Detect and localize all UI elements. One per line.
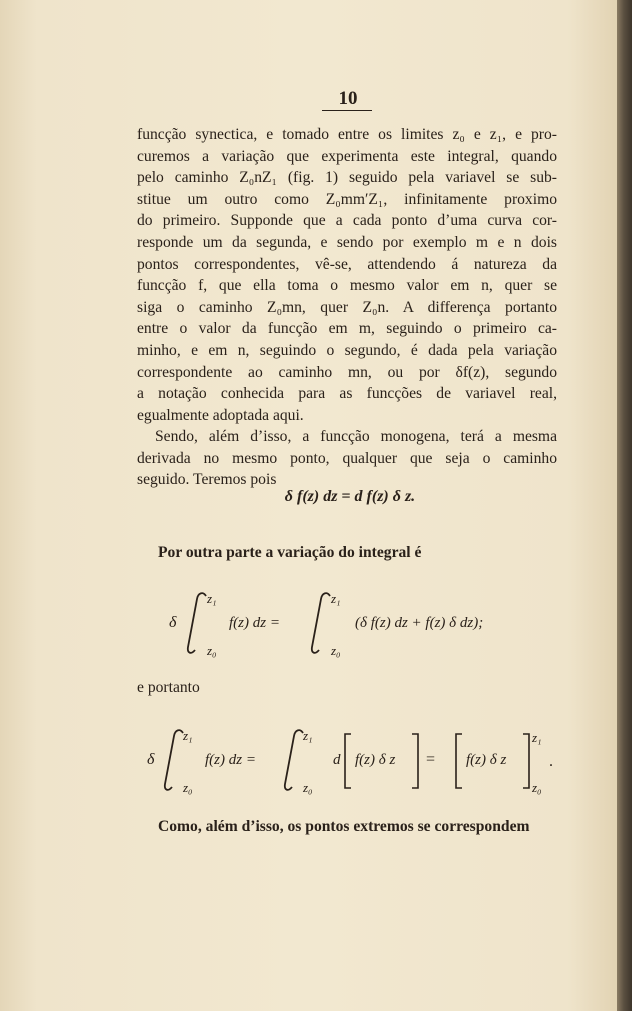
upper-limit: z₁ (303, 728, 313, 743)
integrand-left: f(z) dz = (205, 752, 256, 768)
text-line: pelo caminho Z₀nZ₁ (fig. 1) seguido pela variavel se sub- (137, 169, 557, 187)
upper-limit: z₁ (331, 591, 341, 606)
bracket-content: f(z) δ z (466, 752, 507, 768)
text-line: funcção synectica, e tomado entre os limites z₀ e z₁, e pro- (137, 126, 557, 143)
text-line: curemos a variação que experimenta este integral, quando (137, 147, 557, 165)
equation-1: δ f(z) dz = d f(z) δ z. (284, 488, 416, 505)
upper-limit: z₁ (207, 591, 217, 606)
right-bracket (412, 734, 418, 788)
lower-limit: z₀ (183, 780, 193, 795)
text-line: correspondente ao caminho mn, ou por δf(z), segundo (137, 363, 557, 381)
bracket-content: f(z) δ z (355, 752, 396, 768)
integrand-left: f(z) dz = (229, 615, 280, 631)
right-bracket (523, 734, 529, 788)
paragraph-2 (137, 426, 557, 491)
text-line: funcção f, que ella toma o mesmo valor em n, quer se (137, 277, 557, 295)
text-line: entre o valor da funcção em m, seguindo o primeiro ca- (137, 320, 557, 338)
integral-sign (312, 593, 330, 653)
text-line: siga o caminho Z₀mn, quer Z₀n. A differença portanto (137, 298, 557, 316)
variation-symbol: δ (169, 614, 177, 631)
lower-limit: z₀ (331, 643, 341, 658)
integral-sign (188, 593, 206, 653)
differential-d: d (333, 752, 341, 768)
page-edge-shadow (617, 0, 632, 1011)
left-bracket (456, 734, 462, 788)
paragraph-1 (137, 124, 557, 426)
lower-limit: z₀ (532, 780, 542, 795)
integrand-right: (δ f(z) dz + f(z) δ dz); (355, 615, 484, 631)
upper-limit: z₁ (532, 730, 542, 745)
closing-line: Como, além d’isso, os pontos extremos se correspondem (158, 818, 530, 835)
text-line: minho, e em n, seguindo o segundo, é dada pela variação (137, 341, 557, 359)
portanto-text: e portanto (137, 679, 200, 696)
upper-limit: z₁ (183, 728, 193, 743)
lower-limit: z₀ (207, 643, 217, 658)
text-line: do primeiro. Supponde que a cada ponto d’uma curva cor- (137, 212, 557, 230)
text-line: responde um da segunda, e sendo por exemplo m e n dois (137, 233, 557, 251)
text-line: derivada no mesmo ponto, qualquer que seja o caminho (137, 449, 557, 467)
integral-sign (165, 730, 183, 790)
period: . (549, 753, 553, 770)
between-text: Por outra parte a variação do integral é (158, 544, 422, 561)
page-number-rule (322, 110, 372, 111)
integral-sign (285, 730, 303, 790)
equation-3 (137, 720, 597, 800)
variation-symbol: δ (147, 751, 155, 768)
text-line: seguido. Teremos pois (137, 471, 277, 489)
page-number: 10 (338, 88, 358, 109)
text-line: a notação conhecida para as funcções de variavel real, (137, 385, 557, 403)
text-line: stitue um outro como Z₀mm′Z₁, infinitamente proximo (137, 190, 557, 208)
lower-limit: z₀ (303, 780, 313, 795)
left-bracket (345, 734, 351, 788)
text-line: Sendo, além d’isso, a funcção monogena, terá a mesma (155, 428, 557, 445)
text-line: pontos correspondentes, vê-se, attendendo á natureza da (137, 255, 557, 273)
equation-2 (137, 585, 577, 665)
equals-sign: = (426, 751, 436, 768)
text-line: egualmente adoptada aqui. (137, 406, 304, 424)
